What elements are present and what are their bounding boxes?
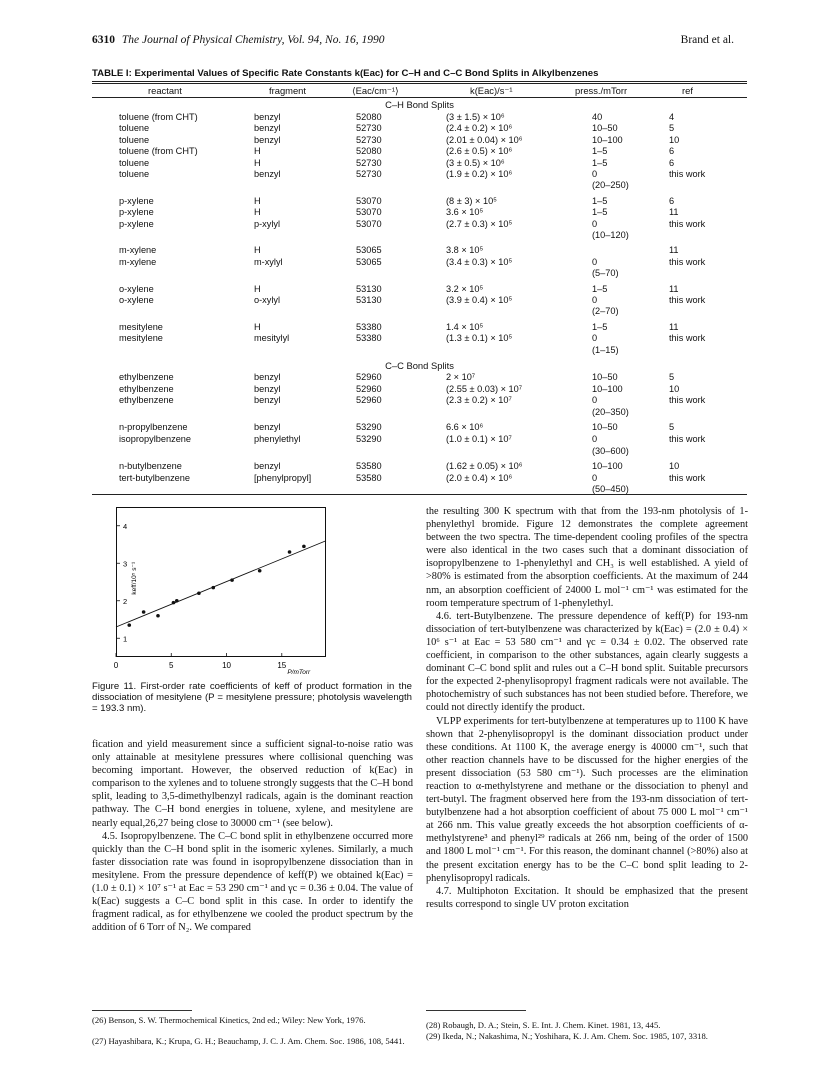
table-cell-press: 1–5	[592, 157, 608, 168]
right-paragraph-4: 4.7. Multiphoton Excitation. It should be emphasized that the present results correspond to single UV proton excitation	[426, 885, 748, 910]
table-row	[0, 333, 827, 343]
table-cell-energy: 53380	[356, 321, 382, 332]
table-cell-energy: 52730	[356, 157, 382, 168]
table-cell-fragment: benzyl	[254, 169, 281, 179]
table-cell-ref: this work	[669, 256, 706, 267]
table-cell-ref: this work	[669, 295, 706, 305]
table-row	[0, 268, 827, 278]
table-cell-k: (2.01 ± 0.04) × 10⁶	[446, 134, 523, 145]
table-cell-ref: this work	[669, 169, 706, 179]
table-cell-press: 10–100	[592, 461, 623, 472]
table-cell-k: 3.8 × 10⁵	[446, 245, 484, 256]
table-top-rule	[92, 81, 747, 82]
table-cell-fragment: benzyl	[254, 123, 281, 134]
y-tick-label: 2	[123, 596, 128, 606]
table-cell-reactant: p-xylene	[119, 207, 154, 218]
table-cell-reactant: p-xylene	[119, 195, 154, 206]
table-row	[0, 295, 827, 305]
table-cell-reactant: toluene	[119, 157, 150, 168]
footnote-29: (29) Ikeda, N.; Nakashima, N.; Yoshihara, K. J. Am. Chem. Soc. 1985, 107, 3318.	[426, 1031, 708, 1041]
page-number: 6310	[92, 34, 115, 46]
table-cell-energy: 53070	[356, 218, 382, 229]
table-cell-energy: 53065	[356, 245, 382, 256]
table-cell-ref: 4	[669, 112, 675, 122]
table-cell-energy: 53380	[356, 333, 382, 344]
footnote-rule-left	[92, 1010, 192, 1011]
table-cell-k: 2 × 10⁷	[446, 372, 476, 382]
figure-11-scatter	[100, 500, 340, 680]
table-cell-reactant: n-propylbenzene	[119, 422, 188, 433]
table-cell-reactant: n-butylbenzene	[119, 461, 182, 472]
table-cell-press: (50–450)	[592, 484, 629, 495]
table-cell-reactant: tert-butylbenzene	[119, 472, 190, 483]
footnote-rule-right	[426, 1010, 526, 1011]
table-cell-ref: this work	[669, 434, 706, 444]
table-cell-ref: this work	[669, 218, 706, 229]
fit-line	[116, 541, 326, 627]
col-header-rate: k(Eac)/s⁻¹	[470, 85, 513, 96]
table-cell-energy: 52960	[356, 383, 382, 394]
table-cell-reactant: ethylbenzene	[119, 395, 174, 406]
table-cell-fragment: m-xylyl	[254, 256, 283, 267]
table-cell-fragment: H	[254, 283, 261, 294]
table-row	[0, 245, 827, 255]
table-cell-energy: 52960	[356, 372, 382, 382]
table-cell-press: 0	[592, 395, 598, 406]
table-cell-ref: 6	[669, 157, 675, 168]
table-cell-press: (30–600)	[592, 445, 629, 456]
right-paragraph-3: VLPP experiments for tert-butylbenzene at temperatures up to 1100 K have shown that 2-phenylisopropyl is the dominant dissociation product under these conditions. At 1100 K, the average energy is 40000 cm⁻¹, such that other reaction channels have to be discussed for the higher energies of the present dissociation (53 580 cm⁻¹). Such processes are the elimination reaction to α-methylstyrene and methane or the dissociation to phenyl and tert-butyl. The fragment observed here from the 193-nm dissociation of tert-butylbenzene had a hot absorption coefficient of about 75 000 L mol⁻¹ cm⁻¹ at 266 nm. This value greatly exceeds the hot absorption coefficients of α-methylstyrene³ and phenyl²⁹ radicals at 266 nm, being of the order of 1500 and 1800 L mol⁻¹ cm⁻¹. For this reason, the dominant channel (>80%) also at the present excitation energy has to be the C–C bond split leading to 2-phenylisopropyl radicals.	[426, 715, 748, 884]
table-row	[0, 230, 827, 240]
table-row	[0, 484, 827, 494]
table-cell-k: 6.6 × 10⁶	[446, 422, 484, 433]
table-cell-press: 1–5	[592, 207, 608, 218]
table-cell-press: (5–70)	[592, 268, 619, 279]
left-column	[92, 738, 413, 934]
table-cell-energy: 53290	[356, 422, 382, 433]
table-cell-ref: 6	[669, 195, 675, 206]
table-cell-k: (3 ± 0.5) × 10⁶	[446, 157, 505, 168]
table-cell-k: (2.4 ± 0.2) × 10⁶	[446, 123, 513, 134]
table-cell-fragment: phenylethyl	[254, 434, 301, 444]
table-row	[0, 345, 827, 355]
table-row	[0, 180, 827, 190]
table-cell-fragment: mesitylyl	[254, 333, 290, 344]
table-cell-energy: 52960	[356, 395, 382, 406]
footnote-26: (26) Benson, S. W. Thermochemical Kinetics, 2nd ed.; Wiley: New York, 1976.	[92, 1015, 366, 1025]
table-cell-fragment: H	[254, 245, 261, 256]
running-authors: Brand et al.	[680, 34, 734, 46]
table-cell-press: 0	[592, 256, 598, 267]
table-row	[0, 395, 827, 405]
col-header-fragment: fragment	[269, 85, 306, 96]
table-cell-ref: 10	[669, 461, 680, 472]
left-paragraph-2: 4.5. Isopropylbenzene. The C–C bond split in ethylbenzene occurred more quickly than the C–H bond split in the isomeric xylenes. Similarly, a much faster dissociation rate was found in isopropylbenzene dissociation than in mesitylene. From the pressure dependence of keff(P) we obtained k(Eac) = (1.0 ± 0.1) × 10⁷ s⁻¹ at Eac = 53 290 cm⁻¹ and γc = 0.36 ± 0.04. The value of k(Eac) suggests a C–C bond split in this case. In order to identify the fragment radical, as for ethylbenzene we cooled the product spectrum by the addition of 6 Torr of N₂. We compared	[92, 830, 413, 934]
data-point	[172, 601, 176, 605]
data-point	[288, 550, 292, 554]
data-point	[230, 578, 234, 582]
table-cell-press: (1–15)	[592, 344, 619, 355]
table-cell-press: 0	[592, 295, 598, 305]
col-header-pressure: press./mTorr	[575, 85, 628, 96]
table-cell-fragment: H	[254, 146, 261, 157]
table-cell-fragment: o-xylyl	[254, 295, 281, 305]
data-point	[302, 545, 306, 549]
table-row	[0, 284, 827, 294]
table-cell-reactant: ethylbenzene	[119, 383, 174, 394]
table-cell-press: 0	[592, 434, 598, 444]
table-cell-fragment: benzyl	[254, 422, 281, 433]
table-cell-reactant: mesitylene	[119, 333, 163, 344]
x-tick-label: 10	[222, 661, 231, 670]
table-cell-ref: 5	[669, 123, 675, 134]
table-cell-k: (2.7 ± 0.3) × 10⁵	[446, 218, 513, 229]
table-cell-ref: 11	[669, 283, 679, 294]
table-cell-reactant: ethylbenzene	[119, 372, 174, 382]
y-tick-label: 1	[123, 634, 128, 644]
table-cell-fragment: p-xylyl	[254, 218, 281, 229]
table-cell-energy: 53130	[356, 283, 382, 294]
right-paragraph-1: the resulting 300 K spectrum with that from the 193-nm photolysis of 1-phenylethyl bromide. Figure 12 demonstrates the complete agreement between the two spectra. The time-dependent cooling profiles of the spectra were also identical in the two cases such that a dominant dissociation of isopropylbenzene to 1-phenylethyl and CH₃ is well established. A yield of >80% is estimated from the absorption coefficients. At the maximum of 244 nm, an absorption coefficient of 24000 L mol⁻¹ cm⁻¹ was estimated for the room temperature spectrum of 1-phenylethyl.	[426, 506, 748, 609]
table-cell-energy: 53070	[356, 195, 382, 206]
table-cell-ref: this work	[669, 472, 706, 483]
table-cell-k: (3 ± 1.5) × 10⁶	[446, 112, 505, 122]
right-column	[426, 505, 748, 911]
table-cell-ref: 10	[669, 134, 680, 145]
table-cell-energy: 53130	[356, 295, 382, 305]
table-cell-ref: 6	[669, 146, 675, 157]
table-cell-press: 0	[592, 333, 598, 344]
table-row	[0, 422, 827, 432]
table-row	[0, 434, 827, 444]
x-tick-label: 15	[277, 661, 287, 670]
table-cell-fragment: benzyl	[254, 112, 281, 122]
table-cell-energy: 52080	[356, 112, 382, 122]
table-cell-k: (2.3 ± 0.2) × 10⁷	[446, 395, 512, 406]
table-cell-press: 1–5	[592, 321, 608, 332]
table-cell-reactant: toluene (from CHT)	[119, 112, 198, 122]
data-point	[175, 599, 179, 603]
table-cell-fragment: H	[254, 321, 261, 332]
col-header-energy: ⟨Eac/cm⁻¹⟩	[352, 85, 399, 96]
data-point	[127, 623, 131, 627]
table-cell-fragment: benzyl	[254, 461, 281, 472]
journal-citation: The Journal of Physical Chemistry, Vol. 94, No. 16, 1990	[121, 34, 385, 46]
table-cell-press: 0	[592, 169, 598, 179]
table-cell-press: 0	[592, 472, 598, 483]
table-row	[0, 146, 827, 156]
table-header-rule	[92, 97, 747, 98]
table-row	[0, 461, 827, 471]
table-cell-energy: 53065	[356, 256, 382, 267]
table-cell-fragment: benzyl	[254, 372, 281, 382]
running-header	[92, 34, 384, 46]
table-cell-reactant: o-xylene	[119, 295, 154, 305]
table-cell-ref: 11	[669, 321, 679, 332]
table-cell-press: 0	[592, 218, 598, 229]
col-header-reactant: reactant	[148, 85, 182, 96]
table-cell-fragment: benzyl	[254, 383, 281, 394]
table-cell-press: 10–50	[592, 422, 618, 433]
table-cell-k: (2.55 ± 0.03) × 10⁷	[446, 383, 523, 394]
table-cell-k: (8 ± 3) × 10⁵	[446, 195, 497, 206]
footnote-27: (27) Hayashibara, K.; Krupa, G. H.; Beauchamp, J. C. J. Am. Chem. Soc. 1986, 108, 5441.	[92, 1036, 405, 1046]
table-cell-fragment: benzyl	[254, 395, 281, 406]
table-cell-energy: 52080	[356, 146, 382, 157]
table-cell-fragment: benzyl	[254, 134, 281, 145]
table-cell-reactant: m-xylene	[119, 256, 157, 267]
table-cell-energy: 53290	[356, 434, 382, 444]
y-tick-label: 4	[123, 521, 128, 531]
table-cell-k: (3.4 ± 0.3) × 10⁵	[446, 256, 513, 267]
table-cell-reactant: toluene (from CHT)	[119, 146, 198, 157]
table-cell-press: 10–100	[592, 134, 623, 145]
table-cell-reactant: m-xylene	[119, 245, 157, 256]
table-top-rule-2	[92, 83, 747, 84]
table-cell-k: (1.62 ± 0.05) × 10⁶	[446, 461, 523, 472]
table-cell-ref: 10	[669, 383, 680, 394]
table-cell-energy: 53070	[356, 207, 382, 218]
table-cell-energy: 52730	[356, 134, 382, 145]
table-row	[0, 196, 827, 206]
table-cell-reactant: o-xylene	[119, 283, 154, 294]
table-cell-fragment: H	[254, 157, 261, 168]
table-cell-press: (10–120)	[592, 230, 629, 240]
table-cell-press: 1–5	[592, 283, 608, 294]
data-point	[197, 591, 201, 595]
table-cell-press: 1–5	[592, 146, 608, 157]
table-row	[0, 322, 827, 332]
table-cell-energy: 52730	[356, 169, 382, 179]
x-tick-label: 0	[113, 661, 119, 670]
x-tick-label: 5	[169, 661, 174, 670]
table-cell-press: 10–100	[592, 383, 623, 394]
table-cell-ref: 11	[669, 245, 679, 256]
footnote-28: (28) Robaugh, D. A.; Stein, S. E. Int. J. Chem. Kinet. 1981, 13, 445.	[426, 1020, 661, 1030]
table-cell-k: (1.3 ± 0.1) × 10⁵	[446, 333, 513, 344]
x-axis-label: P/mTorr	[287, 669, 311, 676]
data-point	[156, 614, 160, 618]
table-caption: TABLE I: Experimental Values of Specific Rate Constants k(Eac) for C–H and C–C Bond Splits in Alkylbenzenes	[92, 68, 599, 79]
table-cell-reactant: isopropylbenzene	[119, 434, 192, 444]
data-point	[211, 586, 215, 590]
table-row	[0, 446, 827, 456]
section-title-ch: C–H Bond Splits	[385, 99, 454, 110]
y-axis-label: keff/10⁵ s⁻¹	[131, 561, 138, 595]
table-cell-press: (20–350)	[592, 406, 629, 417]
table-row	[0, 112, 827, 122]
table-row	[0, 306, 827, 316]
section-title-cc: C–C Bond Splits	[385, 360, 454, 371]
table-cell-k: 3.2 × 10⁵	[446, 283, 484, 294]
table-row	[0, 158, 827, 168]
table-row	[0, 135, 827, 145]
table-cell-energy: 53580	[356, 461, 382, 472]
table-cell-fragment: [phenylpropyl]	[254, 472, 312, 483]
table-row	[0, 219, 827, 229]
table-cell-k: (2.6 ± 0.5) × 10⁶	[446, 146, 513, 157]
table-cell-k: 3.6 × 10⁵	[446, 207, 484, 218]
table-cell-press: 10–50	[592, 372, 618, 382]
table-cell-fragment: H	[254, 207, 261, 218]
table-cell-ref: 5	[669, 422, 675, 433]
table-row	[0, 372, 827, 382]
col-header-ref: ref	[682, 85, 693, 96]
table-cell-energy: 53580	[356, 472, 382, 483]
table-cell-reactant: mesitylene	[119, 321, 163, 332]
table-cell-ref: 11	[669, 207, 679, 218]
table-bottom-rule	[92, 494, 747, 495]
table-row	[0, 207, 827, 217]
table-cell-ref: 5	[669, 372, 675, 382]
table-cell-press: 40	[592, 112, 603, 122]
table-cell-press: 1–5	[592, 195, 608, 206]
y-tick-label: 3	[123, 559, 128, 569]
table-cell-ref: this work	[669, 395, 706, 406]
table-cell-reactant: p-xylene	[119, 218, 154, 229]
left-paragraph-1: fication and yield measurement since a sufficient signal-to-noise ratio was only attainable at mesitylene pressures where collisional quenching was becoming important. However, the observed reduction of k(Eac) in comparison to the xylenes and to toluene strongly suggests that the C–H bond split, leading to 3,5-dimethylbenzyl radicals, again is the dominant reaction pathway. The C–H bond energies in toluene, xylene, and mesitylene are nearly equal,26,27 being close to 30000 cm⁻¹ (see below).	[92, 739, 413, 829]
table-row	[0, 257, 827, 267]
right-paragraph-2: 4.6. tert-Butylbenzene. The pressure dependence of keff(P) for 193-nm dissociation of tert-butylbenzene was characterized by k(Eac) = (2.0 ± 0.4) × 10⁶ s⁻¹ at Eac = 53 580 cm⁻¹ and γc = 0.34 ± 0.02. The observed rate coefficient, in comparison to the other substances, again clearly suggests a dominant C–C bond split and rules out a C–H bond split. Suitable precursors for the expected 2-phenylisopropyl fragment radicals were not available. The photochemistry of such substances has not been studied before. Therefore, we could not directly identify the product.	[426, 610, 748, 714]
data-point	[258, 569, 262, 573]
table-cell-k: (1.0 ± 0.1) × 10⁷	[446, 434, 512, 444]
table-cell-press: (2–70)	[592, 306, 619, 317]
table-cell-k: (1.9 ± 0.2) × 10⁶	[446, 169, 513, 179]
table-cell-reactant: toluene	[119, 134, 150, 145]
table-cell-reactant: toluene	[119, 123, 150, 134]
table-cell-k: (3.9 ± 0.4) × 10⁵	[446, 295, 513, 305]
table-row	[0, 473, 827, 483]
figure-11-caption: Figure 11. First-order rate coefficients of keff of product formation in the dissociation of mesitylene (P = mesitylene pressure; photolysis wavelength = 193.3 nm).	[92, 681, 412, 714]
table-cell-reactant: toluene	[119, 169, 150, 179]
table-cell-press: (20–250)	[592, 180, 629, 191]
data-point	[142, 610, 146, 614]
table-cell-fragment: H	[254, 195, 261, 206]
table-cell-press: 10–50	[592, 123, 618, 134]
table-cell-energy: 52730	[356, 123, 382, 134]
table-cell-k: 1.4 × 10⁵	[446, 321, 484, 332]
table-row	[0, 169, 827, 179]
table-row	[0, 384, 827, 394]
table-row	[0, 407, 827, 417]
table-cell-ref: this work	[669, 333, 706, 344]
table-row	[0, 123, 827, 133]
table-cell-k: (2.0 ± 0.4) × 10⁶	[446, 472, 513, 483]
